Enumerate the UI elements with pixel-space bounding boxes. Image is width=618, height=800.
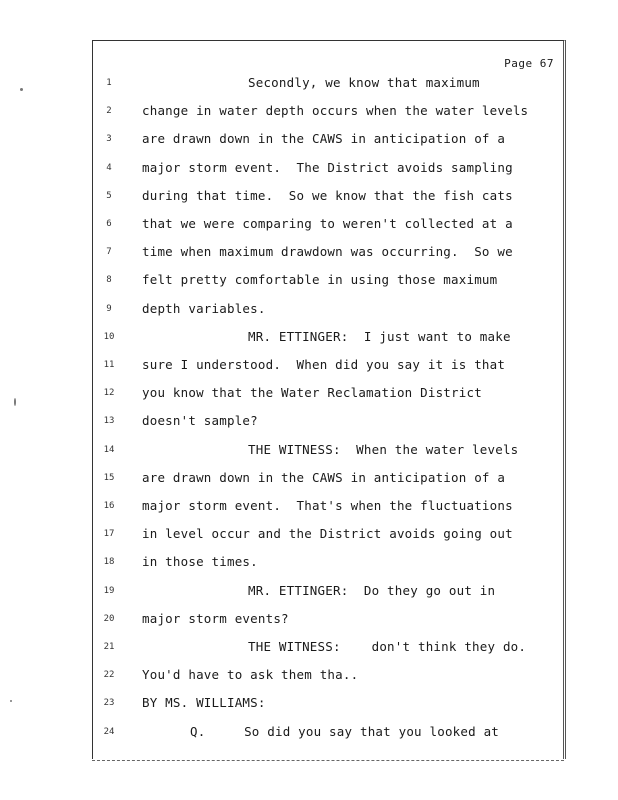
transcript-line xyxy=(0,103,618,123)
line-number: 23 xyxy=(103,698,115,709)
line-number: 9 xyxy=(106,303,112,314)
line-text: You'd have to ask them tha.. xyxy=(142,667,359,683)
line-number: 7 xyxy=(106,247,112,258)
line-text: MR. ETTINGER: Do they go out in xyxy=(248,582,496,598)
line-number: 14 xyxy=(103,444,115,455)
line-number: 3 xyxy=(106,134,112,145)
line-text: MR. ETTINGER: I just want to make xyxy=(248,328,511,344)
line-number: 4 xyxy=(106,162,112,173)
line-number: 13 xyxy=(103,416,115,427)
line-text: are drawn down in the CAWS in anticipation of a xyxy=(142,131,506,147)
line-number: 2 xyxy=(106,106,112,117)
transcript-line xyxy=(0,329,618,349)
line-text: that we were comparing to weren't collected at a xyxy=(142,216,513,231)
line-text: in those times. xyxy=(142,554,258,570)
line-number: 1 xyxy=(106,78,112,88)
line-text: change in water depth occurs when the water levels xyxy=(142,103,529,119)
scan-speck xyxy=(10,700,12,702)
line-number: 15 xyxy=(103,472,115,483)
line-text: major storm event. The District avoids sampling xyxy=(142,159,513,175)
line-number: 21 xyxy=(103,642,115,652)
transcript-line xyxy=(0,695,618,715)
line-text: are drawn down in the CAWS in anticipation of a xyxy=(142,469,506,485)
line-number: 10 xyxy=(103,331,115,342)
line-text: THE WITNESS: don't think they do. xyxy=(248,639,527,654)
line-text: time when maximum drawdown was occurring. So we xyxy=(142,244,513,260)
bottom-rule xyxy=(92,760,564,761)
transcript-line xyxy=(0,526,618,546)
line-number: 12 xyxy=(103,388,115,399)
transcript-line xyxy=(0,301,618,321)
line-text: doesn't sample? xyxy=(142,413,258,429)
transcript-line xyxy=(0,583,618,603)
line-number: 5 xyxy=(106,190,112,201)
transcript-line xyxy=(0,131,618,151)
transcript-line xyxy=(0,413,618,433)
transcript-line xyxy=(0,667,618,687)
line-text: BY MS. WILLIAMS: xyxy=(142,695,266,711)
line-text: sure I understood. When did you say it is that xyxy=(142,357,506,372)
line-number: 22 xyxy=(103,670,115,681)
line-text: major storm event. That's when the fluctuations xyxy=(142,498,513,513)
line-number: 11 xyxy=(103,360,115,370)
page-number: Page 67 xyxy=(504,57,554,70)
line-text: THE WITNESS: When the water levels xyxy=(248,441,519,457)
line-number: 19 xyxy=(103,585,115,596)
transcript-line xyxy=(0,498,618,518)
transcript-line xyxy=(0,75,618,95)
transcript-line xyxy=(0,639,618,659)
line-text: felt pretty comfortable in using those maximum xyxy=(142,272,498,288)
transcript-line xyxy=(0,272,618,292)
line-text: you know that the Water Reclamation District xyxy=(142,385,482,401)
transcript-line xyxy=(0,244,618,264)
transcript-line xyxy=(0,160,618,180)
scan-speck xyxy=(14,398,16,406)
line-text: Q. So did you say that you looked at xyxy=(190,723,500,739)
transcript-line xyxy=(0,442,618,462)
scan-speck xyxy=(20,88,23,91)
line-text: Secondly, we know that maximum xyxy=(248,75,480,90)
transcript-line xyxy=(0,188,618,208)
line-number: 18 xyxy=(103,557,115,568)
line-text: in level occur and the District avoids going out xyxy=(142,526,513,542)
line-number: 6 xyxy=(106,219,112,229)
line-text: depth variables. xyxy=(142,300,266,316)
line-number: 24 xyxy=(103,726,115,737)
transcript-line xyxy=(0,216,618,236)
transcript-line xyxy=(0,724,618,744)
line-text: during that time. So we know that the fish cats xyxy=(142,187,513,203)
transcript-line xyxy=(0,470,618,490)
transcript-line xyxy=(0,357,618,377)
line-text: major storm events? xyxy=(142,610,289,626)
line-number: 20 xyxy=(103,613,115,624)
transcript-line xyxy=(0,385,618,405)
line-number: 8 xyxy=(106,275,112,286)
transcript-line xyxy=(0,611,618,631)
line-number: 17 xyxy=(103,529,115,540)
line-number: 16 xyxy=(103,501,115,511)
transcript-line xyxy=(0,554,618,574)
